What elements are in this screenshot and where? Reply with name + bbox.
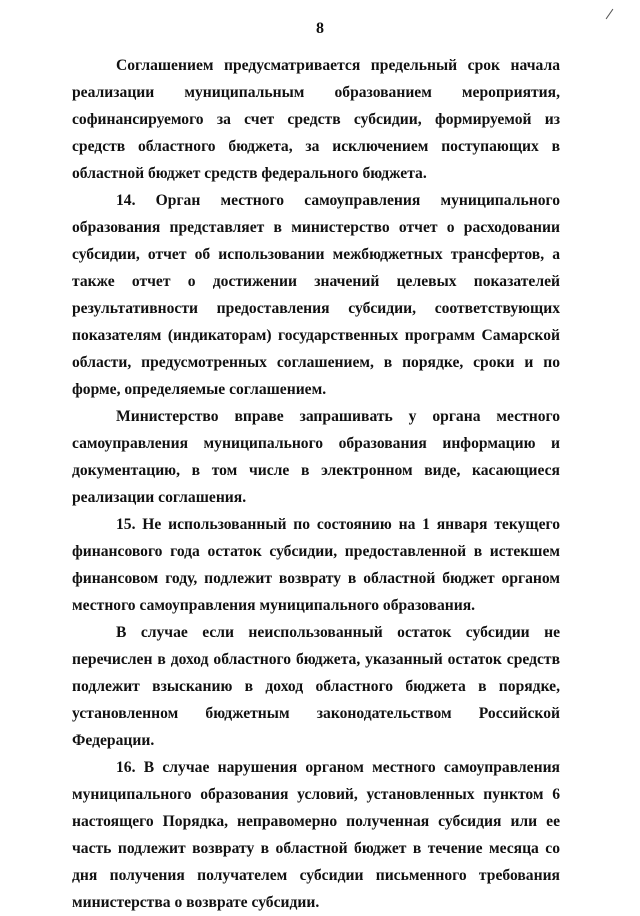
paragraph-term-of-implementation: Соглашением предусматривается предельный срок начала реализации муниципальным образованием мероприятия, софинансируемого за счет средств субсидии, формируемой из средств областного бюджета, за исключением поступающих в областной бюджет средств федерального бюджета. [72,57,560,182]
paragraph-recovery: В случае если неиспользованный остаток субсидии не перечислен в доход областного бюджета, указанный остаток средств подлежит взысканию в доход областного бюджета в порядке, установленном бюджетным законодательством Российской Федерации. [72,624,560,749]
page-number: 8 [316,20,324,37]
document-body [72,52,560,916]
paragraph-ministry-requests: Министерство вправе запрашивать у органа местного самоуправления муниципального образования информацию и документацию, в том числе в электронном виде, касающиеся реализации соглашения. [72,408,560,506]
paragraph-15-unused-balance: 15. Не использованный по состоянию на 1 января текущего финансового года остаток субсидии, предоставленной в истекшем финансовом году, подлежит возврату в областной бюджет органом местного самоуправления муниципального образования. [72,516,560,614]
scan-mark [606,9,614,19]
paragraph-16-violation: 16. В случае нарушения органом местного самоуправления муниципального образования условий, установленных пунктом 6 настоящего Порядка, неправомерно полученная субсидия или ее часть подлежит возврату в областной бюджет в течение месяца со дня получения получателем субсидии письменного требования министерства о возврате субсидии. [72,759,560,911]
paragraph-14-reporting: 14. Орган местного самоуправления муниципального образования представляет в министерство отчет о расходовании субсидии, отчет об использовании межбюджетных трансфертов, а также отчет о достижении значений целевых показателей результативности предоставления субсидии, соответствующих показателям (индикаторам) государственных программ Самарской области, предусмотренных соглашением, в порядке, сроки и по форме, определяемые соглашением. [72,192,560,398]
